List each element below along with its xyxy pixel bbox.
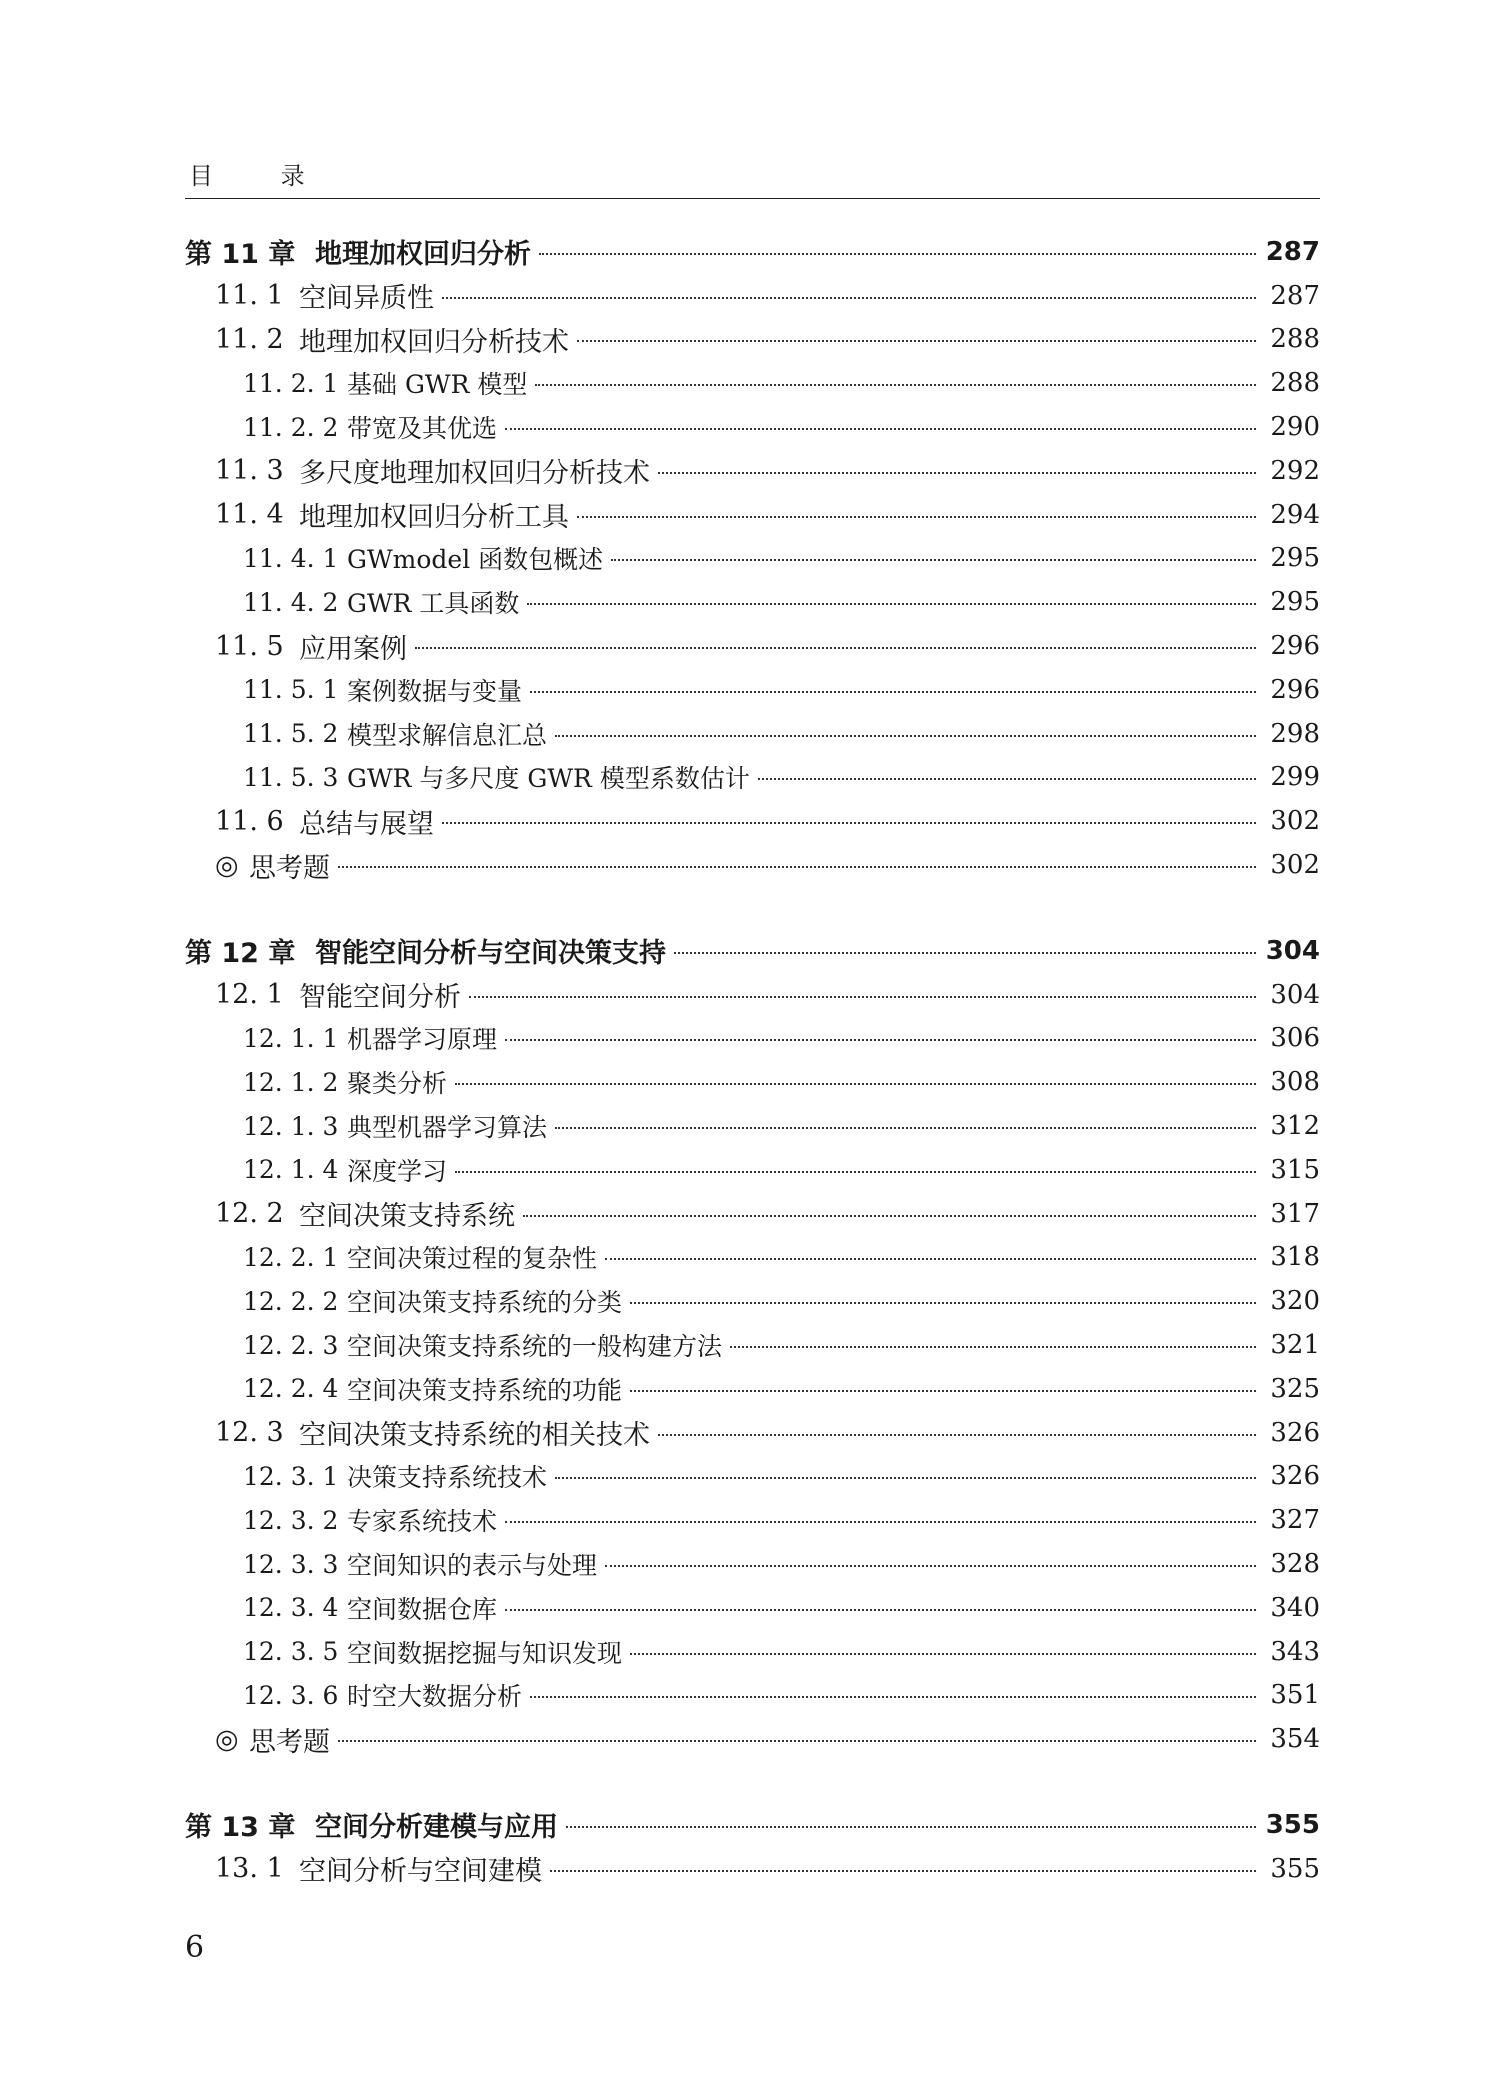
dot-leader — [415, 647, 1256, 649]
toc-entry-title: 思考题 — [249, 1726, 330, 1758]
toc-subsection-entry[interactable] — [185, 668, 1320, 712]
toc-entry-page: 327 — [1270, 1505, 1320, 1536]
toc-chapter-entry[interactable] — [185, 230, 1320, 274]
toc-entry-page: 295 — [1270, 587, 1320, 618]
toc-entry-page: 298 — [1270, 718, 1320, 749]
toc-subsection-entry[interactable] — [185, 712, 1320, 756]
toc-subsection-entry[interactable] — [185, 1236, 1320, 1280]
toc-entry-number: 11. 5 — [215, 630, 284, 662]
toc-entry-title: 聚类分析 — [347, 1069, 448, 1099]
toc-entry-title: 应用案例 — [299, 633, 407, 665]
dot-leader — [505, 1039, 1256, 1041]
toc-entry-page: 317 — [1270, 1198, 1320, 1229]
toc-entry-title: 专家系统技术 — [347, 1507, 498, 1537]
toc-section-entry[interactable] — [185, 1411, 1320, 1455]
toc-entry-page: 304 — [1270, 979, 1320, 1010]
toc-entry-number: 11. 2. 1 — [243, 368, 339, 398]
toc-subsection-entry[interactable] — [185, 1323, 1320, 1367]
dot-leader — [550, 1870, 1256, 1872]
toc-entry-page: 312 — [1270, 1111, 1320, 1142]
toc-entry-title: 基础 GWR 模型 — [347, 370, 528, 400]
toc-subsection-entry[interactable] — [185, 1630, 1320, 1674]
toc-entry-title: 地理加权回归分析技术 — [299, 326, 569, 358]
toc-entry-title: 空间决策过程的复杂性 — [347, 1244, 598, 1274]
table-of-contents — [185, 230, 1320, 1891]
dot-leader — [505, 1609, 1256, 1611]
toc-entry-title: 空间决策支持系统的一般构建方法 — [347, 1332, 723, 1362]
toc-entry-title: 多尺度地理加权回归分析技术 — [299, 458, 650, 490]
toc-entry-title: 深度学习 — [347, 1156, 448, 1186]
toc-entry-title: 决策支持系统技术 — [347, 1463, 548, 1493]
toc-entry-number: 11. 5. 3 — [243, 762, 339, 792]
toc-entry-page: 299 — [1270, 762, 1320, 793]
toc-subsection-entry[interactable] — [185, 1104, 1320, 1148]
toc-entry-page: 292 — [1270, 455, 1320, 486]
toc-entry-number: 第 13 章 — [185, 1812, 296, 1844]
toc-subsection-entry[interactable] — [185, 1367, 1320, 1411]
toc-entry-page: 288 — [1270, 368, 1320, 399]
toc-entry-number: 12. 2. 1 — [243, 1242, 339, 1272]
dot-leader — [523, 1215, 1256, 1217]
toc-subsection-entry[interactable] — [185, 361, 1320, 405]
page-number: 6 — [185, 1930, 205, 1965]
toc-entry-title: 空间分析与空间建模 — [299, 1856, 542, 1888]
toc-entry-title: 带宽及其优选 — [347, 414, 498, 444]
dot-leader — [566, 1826, 1256, 1828]
toc-entry-number: 12. 2 — [215, 1198, 284, 1230]
toc-entry-page: 355 — [1270, 1853, 1320, 1884]
running-header — [185, 150, 1320, 199]
dot-leader — [338, 866, 1256, 868]
dot-leader — [530, 1696, 1256, 1698]
toc-entry-page: 318 — [1270, 1242, 1320, 1273]
toc-entry-number: ◎ — [215, 849, 239, 881]
toc-entry-title: 空间决策支持系统的相关技术 — [299, 1420, 650, 1452]
dot-leader — [555, 1127, 1256, 1129]
toc-entry-page: 351 — [1270, 1680, 1320, 1711]
toc-entry-number: 11. 1 — [215, 280, 284, 312]
toc-subsection-entry[interactable] — [185, 1586, 1320, 1630]
toc-entry-title: 空间数据仓库 — [347, 1594, 498, 1624]
dot-leader — [505, 428, 1256, 430]
toc-exercise-entry[interactable] — [185, 843, 1320, 887]
toc-entry-title: 地理加权回归分析 — [315, 239, 531, 271]
toc-entry-title: 机器学习原理 — [347, 1025, 498, 1055]
toc-subsection-entry[interactable] — [185, 1674, 1320, 1718]
dot-leader — [658, 472, 1256, 474]
toc-entry-number: 12. 3. 1 — [243, 1461, 339, 1491]
toc-subsection-entry[interactable] — [185, 580, 1320, 624]
dot-leader — [442, 297, 1256, 299]
toc-entry-number: 12. 3. 6 — [243, 1680, 339, 1710]
toc-entry-number: 11. 5. 1 — [243, 675, 339, 705]
toc-entry-title: 空间决策支持系统的分类 — [347, 1288, 623, 1318]
toc-entry-page: 321 — [1270, 1330, 1320, 1361]
toc-entry-page: 354 — [1270, 1724, 1320, 1755]
toc-entry-number: 11. 4 — [215, 499, 284, 531]
dot-leader — [555, 735, 1256, 737]
toc-entry-number: 12. 3. 2 — [243, 1505, 339, 1535]
toc-entry-page: 295 — [1270, 543, 1320, 574]
dot-leader — [530, 691, 1256, 693]
toc-section-entry[interactable] — [185, 449, 1320, 493]
dot-leader — [455, 1083, 1256, 1085]
toc-entry-title: 模型求解信息汇总 — [347, 720, 548, 750]
toc-entry-number: 12. 2. 4 — [243, 1374, 339, 1404]
toc-entry-title: 空间决策支持系统 — [299, 1201, 515, 1233]
toc-entry-page: 355 — [1265, 1809, 1320, 1840]
toc-subsection-entry[interactable] — [185, 1148, 1320, 1192]
toc-entry-number: 11. 4. 1 — [243, 543, 339, 573]
toc-entry-number: 12. 3. 5 — [243, 1637, 339, 1667]
toc-entry-title: 智能空间分析 — [299, 982, 461, 1014]
dot-leader — [527, 603, 1256, 605]
toc-exercise-entry[interactable] — [185, 1717, 1320, 1761]
toc-entry-title: 案例数据与变量 — [347, 676, 523, 706]
toc-chapter-entry[interactable] — [185, 929, 1320, 973]
toc-entry-page: 320 — [1270, 1286, 1320, 1317]
toc-entry-number: 11. 6 — [215, 805, 284, 837]
toc-entry-page: 306 — [1270, 1023, 1320, 1054]
toc-entry-page: 288 — [1270, 324, 1320, 355]
toc-subsection-entry[interactable] — [185, 1017, 1320, 1061]
dot-leader — [630, 1390, 1256, 1392]
toc-entry-title: 典型机器学习算法 — [347, 1113, 548, 1143]
toc-entry-title: 空间分析建模与应用 — [315, 1812, 558, 1844]
toc-entry-title: 地理加权回归分析工具 — [299, 502, 569, 534]
toc-subsection-entry[interactable] — [185, 405, 1320, 449]
toc-entry-title: 空间决策支持系统的功能 — [347, 1375, 623, 1405]
toc-entry-title: 思考题 — [249, 852, 330, 884]
toc-entry-page: 325 — [1270, 1373, 1320, 1404]
dot-leader — [611, 559, 1256, 561]
toc-subsection-entry[interactable] — [185, 1455, 1320, 1499]
toc-subsection-entry[interactable] — [185, 1542, 1320, 1586]
toc-entry-page: 343 — [1270, 1636, 1320, 1667]
toc-entry-page: 302 — [1270, 850, 1320, 881]
dot-leader — [442, 822, 1256, 824]
dot-leader — [674, 952, 1256, 954]
dot-leader — [505, 1521, 1256, 1523]
dot-leader — [658, 1434, 1256, 1436]
toc-subsection-entry[interactable] — [185, 1060, 1320, 1104]
toc-entry-number: 11. 2. 2 — [243, 412, 339, 442]
toc-entry-number: 12. 3 — [215, 1417, 284, 1449]
toc-entry-page: 326 — [1270, 1461, 1320, 1492]
toc-entry-page: 287 — [1270, 280, 1320, 311]
toc-section-entry[interactable] — [185, 493, 1320, 537]
dot-leader — [555, 1477, 1256, 1479]
toc-entry-number: 12. 3. 4 — [243, 1593, 339, 1623]
toc-entry-number: 11. 2 — [215, 323, 284, 355]
dot-leader — [630, 1302, 1256, 1304]
toc-entry-title: 空间数据挖掘与知识发现 — [347, 1638, 623, 1668]
toc-entry-page: 328 — [1270, 1549, 1320, 1579]
toc-entry-number: 12. 1. 4 — [243, 1155, 339, 1185]
toc-section-entry[interactable] — [185, 624, 1320, 668]
dot-leader — [455, 1171, 1256, 1173]
toc-entry-number: 11. 3 — [215, 455, 284, 487]
toc-entry-page: 290 — [1270, 412, 1320, 443]
toc-entry-number: 13. 1 — [215, 1853, 284, 1885]
toc-subsection-entry[interactable] — [185, 1498, 1320, 1542]
toc-entry-page: 326 — [1270, 1417, 1320, 1448]
toc-section-entry[interactable] — [185, 274, 1320, 318]
dot-leader — [605, 1565, 1256, 1567]
toc-section-entry[interactable] — [185, 318, 1320, 362]
toc-entry-number: 12. 2. 3 — [243, 1330, 339, 1360]
toc-entry-number: ◎ — [215, 1723, 239, 1755]
header-title: 目 录 — [189, 162, 335, 190]
dot-leader — [469, 996, 1256, 998]
toc-entry-title: 空间异质性 — [299, 283, 434, 315]
toc-entry-title: 智能空间分析与空间决策支持 — [315, 938, 666, 970]
toc-entry-number: 12. 1. 1 — [243, 1023, 339, 1053]
toc-entry-page: 294 — [1270, 499, 1320, 530]
toc-entry-title: 总结与展望 — [299, 808, 434, 840]
toc-entry-number: 11. 5. 2 — [243, 719, 339, 749]
toc-entry-page: 296 — [1270, 674, 1320, 705]
toc-entry-number: 第 12 章 — [185, 938, 296, 970]
toc-subsection-entry[interactable] — [185, 1279, 1320, 1323]
toc-entry-title: GWmodel 函数包概述 — [347, 545, 604, 575]
toc-entry-page: 302 — [1270, 806, 1320, 837]
toc-entry-title: 空间知识的表示与处理 — [347, 1551, 598, 1580]
toc-section-entry[interactable] — [185, 799, 1320, 843]
toc-entry-number: 11. 4. 2 — [243, 587, 339, 617]
toc-entry-number: 第 11 章 — [185, 239, 296, 271]
toc-entry-number: 12. 1 — [215, 979, 284, 1011]
toc-entry-number: 12. 3. 3 — [243, 1549, 339, 1579]
dot-leader — [758, 778, 1256, 780]
toc-chapter-entry[interactable] — [185, 1803, 1320, 1847]
toc-entry-number: 12. 1. 3 — [243, 1111, 339, 1141]
toc-entry-title: GWR 与多尺度 GWR 模型系数估计 — [347, 764, 750, 794]
dot-leader — [605, 1258, 1256, 1260]
dot-leader — [730, 1346, 1256, 1348]
dot-leader — [630, 1653, 1256, 1655]
toc-entry-page: 308 — [1270, 1067, 1320, 1098]
toc-entry-title: GWR 工具函数 — [347, 589, 520, 619]
dot-leader — [539, 253, 1256, 255]
toc-entry-page: 296 — [1270, 631, 1320, 662]
dot-leader — [535, 384, 1256, 386]
dot-leader — [577, 516, 1256, 518]
dot-leader — [577, 340, 1256, 342]
toc-entry-page: 287 — [1265, 236, 1320, 267]
toc-entry-number: 12. 1. 2 — [243, 1067, 339, 1097]
toc-entry-page: 340 — [1270, 1592, 1320, 1623]
dot-leader — [338, 1740, 1256, 1742]
toc-subsection-entry[interactable] — [185, 537, 1320, 581]
toc-section-entry[interactable] — [185, 1192, 1320, 1236]
toc-entry-page: 304 — [1265, 935, 1320, 966]
toc-section-entry[interactable] — [185, 1847, 1320, 1891]
toc-section-entry[interactable] — [185, 973, 1320, 1017]
toc-subsection-entry[interactable] — [185, 756, 1320, 800]
toc-entry-page: 315 — [1270, 1154, 1320, 1185]
toc-entry-number: 12. 2. 2 — [243, 1286, 339, 1316]
toc-entry-title: 时空大数据分析 — [347, 1682, 523, 1712]
